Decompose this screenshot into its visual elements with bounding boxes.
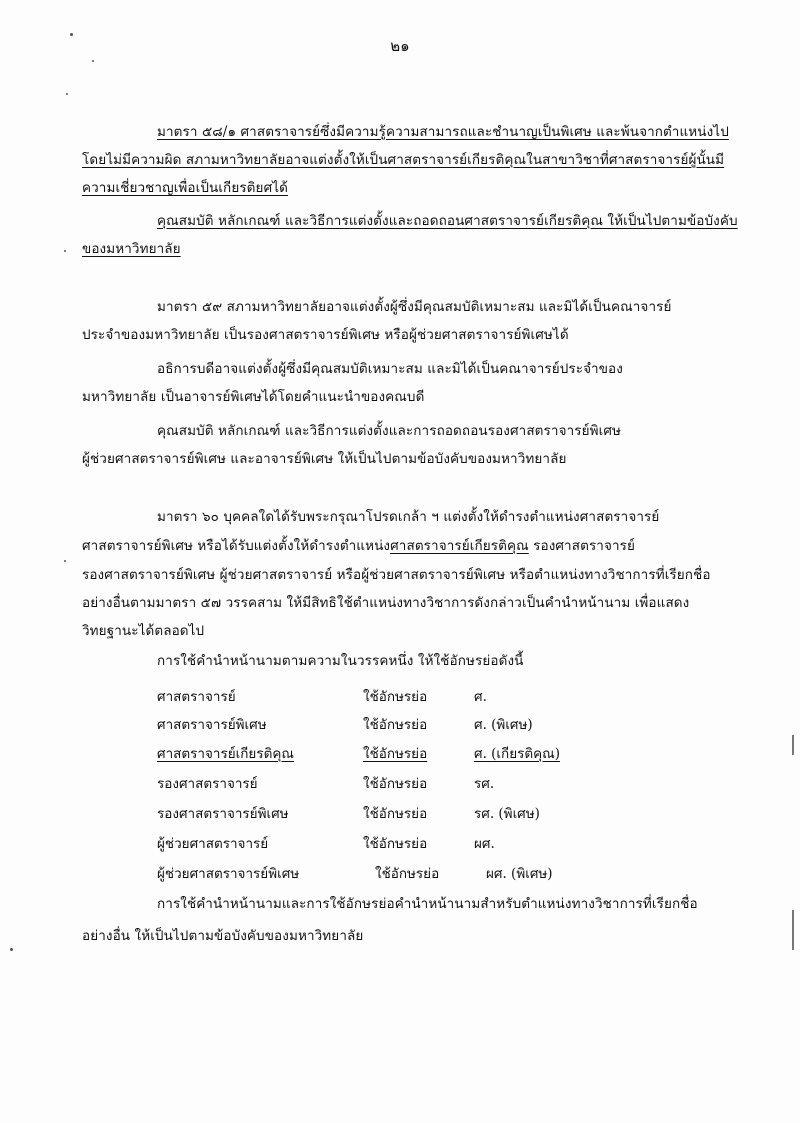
section-60-line-2-c: รองศาสตราจารย์ [528,538,636,554]
section-59-para2-line-2: มหาวิทยาลัย เป็นอาจารย์พิเศษได้โดยคำแนะนำของคณบดี [82,389,425,405]
abbreviation-title: รองศาสตราจารย์ [157,776,258,792]
abbreviation-short: ผศ. [474,836,495,852]
abbreviation-title: ผู้ช่วยศาสตราจารย์ [157,836,269,852]
section-58-1-para2-line-2: ของมหาวิทยาลัย [82,241,181,257]
section-59-para3-line-2: ผู้ช่วยศาสตราจารย์พิเศษ และอาจารย์พิเศษ ให้เป็นไปตามข้อบังคับของมหาวิทยาลัย [82,451,567,467]
abbreviation-use-label: ใช้อักษรย่อ [363,717,428,733]
abbreviation-short: รศ. [474,776,495,792]
scan-edge-mark [792,910,794,950]
section-60-line-4: อย่างอื่นตามมาตรา ๕๗ วรรคสาม ให้มีสิทธิใช้ตำแหน่งทางวิชาการดังกล่าวเป็นคำนำหน้านาม เพื่อแสดง [82,595,690,611]
abbreviation-short: ผศ. (พิเศษ) [486,866,553,882]
abbreviation-short: ศ. [474,689,487,705]
abbreviation-title: รองศาสตราจารย์พิเศษ [157,806,289,822]
section-58-1-line-3: ความเชี่ยวชาญเพื่อเป็นเกียรติยศได้ [82,180,288,196]
abbreviation-title: ผู้ช่วยศาสตราจารย์พิเศษ [157,866,300,882]
abbreviation-use-label: ใช้อักษรย่อ [363,806,428,822]
section-59-line-1: มาตรา ๕๙ สภามหาวิทยาลัยอาจแต่งตั้งผู้ซึ่งมีคุณสมบัติเหมาะสม และมิได้เป็นคณาจารย์ [157,299,672,315]
scan-speck [10,948,13,951]
abbreviation-short: รศ. (พิเศษ) [474,806,540,822]
section-60-line-1: มาตรา ๖๐ บุคคลใดได้รับพระกรุณาโปรดเกล้า ฯ แต่งตั้งให้ดำรงตำแหน่งศาสตราจารย์ [157,509,660,525]
section-59-para3-line-1: คุณสมบัติ หลักเกณฑ์ และวิธีการแต่งตั้งและการถอดถอนรองศาสตราจารย์พิเศษ [157,423,622,439]
abbreviation-intro: การใช้คำนำหน้านามตามความในวรรคหนึ่ง ให้ใช้อักษรย่อดังนี้ [157,653,524,669]
abbreviation-short: ศ. (พิเศษ) [474,717,533,733]
scan-edge-mark [792,735,794,755]
scan-speck [66,93,68,95]
abbreviation-title: ศาสตราจารย์เกียรติคุณ [157,746,294,762]
abbreviation-use-label: ใช้อักษรย่อ [363,776,428,792]
section-58-1-line-1: มาตรา ๕๘/๑ ศาสตราจารย์ซึ่งมีความรู้ความสามารถและชำนาญเป็นพิเศษ และพ้นจากตำแหน่งไป [157,124,729,140]
page-number: ๒๑ [390,37,410,55]
section-60-line-3: รองศาสตราจารย์พิเศษ ผู้ช่วยศาสตราจารย์ หรือผู้ช่วยศาสตราจารย์พิเศษ หรือตำแหน่งทางวิชาการที่เรียกชื่อ [82,567,711,583]
abbreviation-use-label: ใช้อักษรย่อ [363,689,428,705]
abbreviation-use-label: ใช้อักษรย่อ [363,836,428,852]
abbreviation-title: ศาสตราจารย์ [157,689,236,705]
section-60-line-2-a: ศาสตราจารย์พิเศษ หรือได้รับแต่งตั้งให้ดำรงตำแหน่ง [82,538,391,554]
scan-speck [64,250,66,252]
closing-line-1: การใช้คำนำหน้านามและการใช้อักษรย่อคำนำหน้านามสำหรับตำแหน่งทางวิชาการที่เรียกชื่อ [157,896,698,912]
scan-speck [64,560,66,562]
section-60-line-5: วิทยฐานะได้ตลอดไป [82,623,205,639]
abbreviation-title: ศาสตราจารย์พิเศษ [157,717,267,733]
scan-speck [92,60,94,62]
section-58-1-line-2: โดยไม่มีความผิด สภามหาวิทยาลัยอาจแต่งตั้งให้เป็นศาสตราจารย์เกียรติคุณในสาขาวิชาที่ศาสตราจารย์ผู้นั้นมี [82,152,725,168]
section-58-1-para2-line-1: คุณสมบัติ หลักเกณฑ์ และวิธีการแต่งตั้งและถอดถอนศาสตราจารย์เกียรติคุณ ให้เป็นไปตามข้อบังคับ [157,213,738,229]
abbreviation-short: ศ. (เกียรติคุณ) [474,746,560,762]
section-60-line-2 [82,537,635,555]
abbreviation-use-label: ใช้อักษรย่อ [375,866,440,882]
abbreviation-use-label: ใช้อักษรย่อ [363,746,428,762]
closing-line-2: อย่างอื่น ให้เป็นไปตามข้อบังคับของมหาวิทยาลัย [82,928,364,944]
section-60-line-2-underlined: ศาสตราจารย์เกียรติคุณ [390,538,529,554]
section-59-para2-line-1: อธิการบดีอาจแต่งตั้งผู้ซึ่งมีคุณสมบัติเหมาะสม และมิได้เป็นคณาจารย์ประจำของ [157,361,623,377]
section-59-line-2: ประจำของมหาวิทยาลัย เป็นรองศาสตราจารย์พิเศษ หรือผู้ช่วยศาสตราจารย์พิเศษได้ [82,327,569,343]
